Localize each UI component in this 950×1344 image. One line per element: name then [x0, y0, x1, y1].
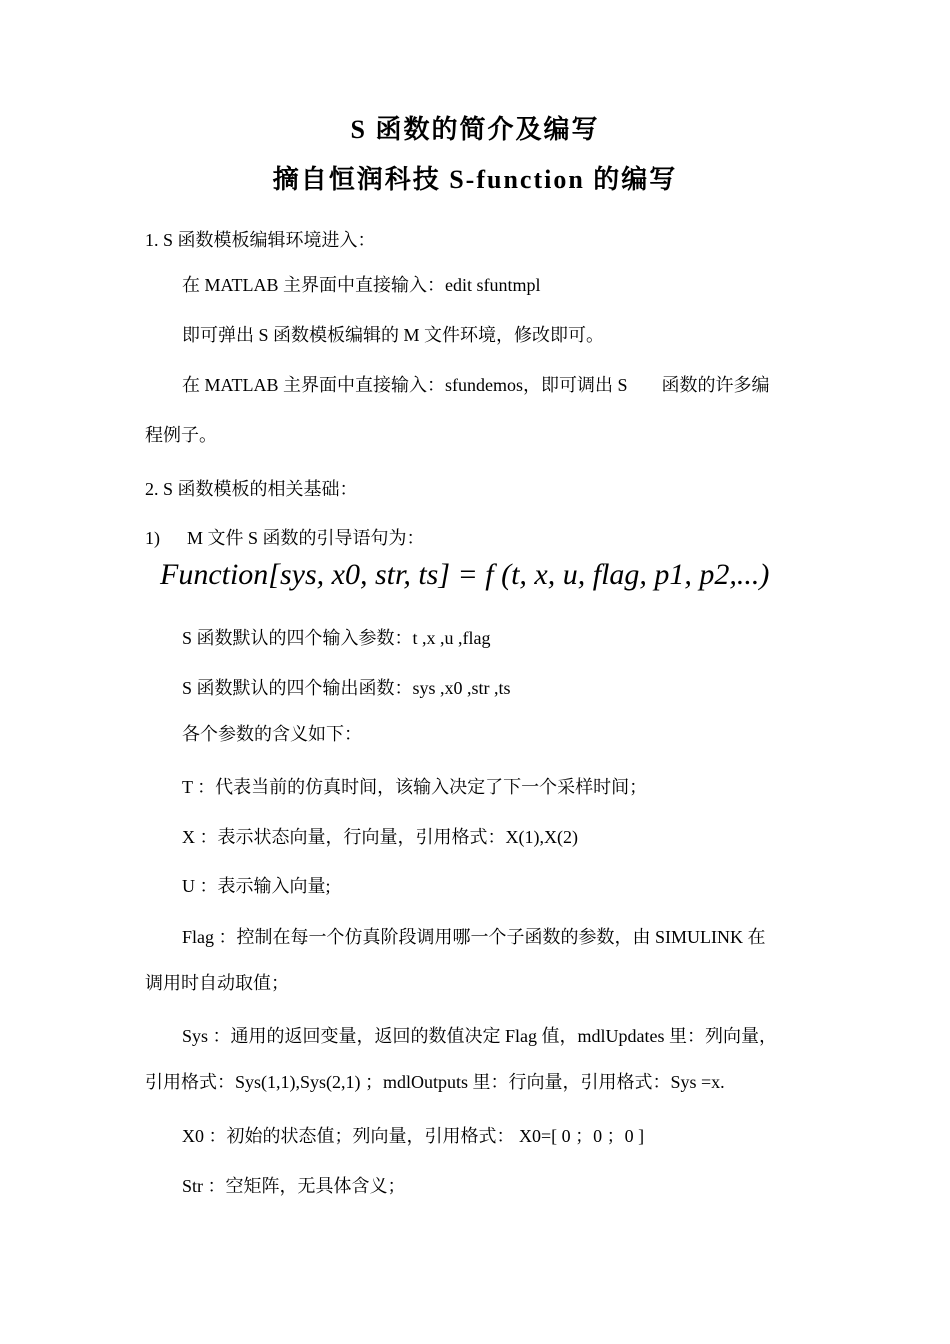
param-t-line: T ：代表当前的仿真时间，该输入决定了下一个采样时间； — [182, 777, 648, 797]
item-1-number: 1) — [145, 528, 160, 548]
function-formula: Function[sys, x0, str, ts] = f (t, x, u, flag, p1, p2,...) — [160, 558, 770, 591]
param-flag-line-2: 调用时自动取值； — [145, 973, 289, 993]
section-1-line-3-part-b: 函数的许多编 — [661, 375, 770, 395]
param-flag-line-1: Flag ：控制在每一个仿真阶段调用哪一个子函数的参数，由 SIMULINK 在 — [182, 927, 766, 947]
param-sys-line-1: Sys ：通用的返回变量，返回的数值决定 Flag 值，mdlUpdates 里：列向量， — [182, 1026, 777, 1046]
param-str-line: Str ：空矩阵，无具体含义； — [182, 1176, 406, 1196]
section-2-heading: 2. S 函数模板的相关基础： — [145, 479, 358, 499]
input-params-line: S 函数默认的四个输入参数：t ,x ,u ,flag — [182, 628, 491, 648]
section-1-line-3-part-a: 在 MATLAB 主界面中直接输入：sfundemos，即可调出 S — [182, 375, 628, 395]
section-1-line-1: 在 MATLAB 主界面中直接输入：edit sfuntmpl — [182, 275, 541, 295]
meaning-heading: 各个参数的含义如下： — [182, 724, 362, 744]
section-1-heading: 1. S 函数模板编辑环境进入： — [145, 230, 376, 250]
param-u-line: U ：表示输入向量; — [182, 876, 331, 896]
section-1-line-3-continued: 程例子。 — [145, 425, 217, 445]
document-title: S 函数的简介及编写 — [350, 115, 600, 144]
output-params-line: S 函数默认的四个输出函数：sys ,x0 ,str ,ts — [182, 678, 511, 698]
document-subtitle: 摘自恒润科技 S-function 的编写 — [272, 165, 678, 194]
section-1-line-2: 即可弹出 S 函数模板编辑的 M 文件环境，修改即可。 — [182, 325, 605, 345]
param-sys-line-2: 引用格式：Sys(1,1),Sys(2,1) ；mdlOutputs 里：行向量，引用格式：Sys =x. — [145, 1072, 725, 1092]
param-x0-line: X0 ：初始的状态值；列向量，引用格式： X0=[ 0 ；0 ；0 ] — [182, 1126, 645, 1146]
param-x-line: X ：表示状态向量，行向量，引用格式：X(1),X(2) — [182, 827, 578, 847]
item-1-text: M 文件 S 函数的引导语句为： — [187, 528, 425, 548]
section-1-line-3 — [182, 373, 770, 397]
